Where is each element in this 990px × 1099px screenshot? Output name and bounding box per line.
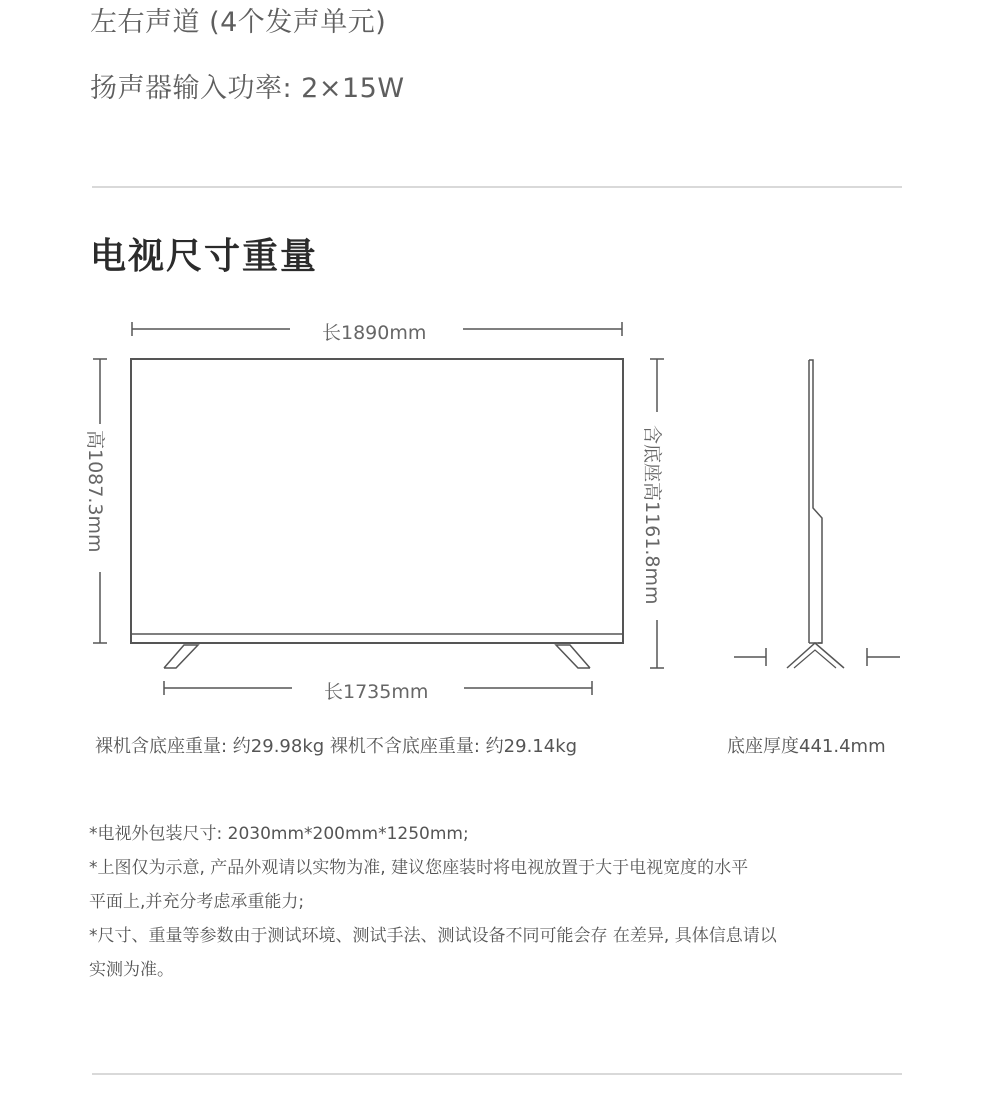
divider-bottom	[92, 1073, 902, 1075]
note-measurement-line1: *尺寸、重量等参数由于测试环境、测试手法、测试设备不同可能会存 在差异, 具体信息请以	[89, 926, 777, 946]
weight-info: 裸机含底座重量: 约29.98kg 裸机不含底座重量: 约29.14kg	[95, 736, 578, 757]
spec-power-line: 扬声器输入功率: 2×15W	[90, 73, 405, 104]
note-disclaimer-line2: 平面上,并充分考虑承重能力;	[89, 892, 305, 912]
note-disclaimer-line1: *上图仅为示意, 产品外观请以实物为准, 建议您座装时将电视放置于大于电视宽度的水平	[89, 858, 749, 878]
side-stand-feet	[787, 643, 844, 668]
height-left-label: 高1087.3mm	[84, 430, 106, 553]
length-top-label: 长1890mm	[322, 322, 427, 344]
spec-channel-line: 左右声道 (4个发声单元)	[90, 7, 387, 38]
tv-side-profile-back	[809, 360, 822, 643]
side-stand-feet-inner	[794, 650, 836, 668]
note-package-size: *电视外包装尺寸: 2030mm*200mm*1250mm;	[89, 824, 469, 844]
section-title: 电视尺寸重量	[90, 236, 319, 277]
stand-depth-label: 底座厚度441.4mm	[727, 736, 886, 757]
tv-front-outline	[131, 359, 623, 643]
height-with-stand-label: 含底座高1161.8mm	[641, 425, 663, 605]
stand-leg-left	[164, 645, 198, 668]
stand-leg-right	[556, 645, 590, 668]
notes-block	[89, 817, 777, 987]
length-stand-label: 长1735mm	[324, 681, 429, 703]
note-measurement-line2: 实测为准。	[89, 960, 174, 980]
